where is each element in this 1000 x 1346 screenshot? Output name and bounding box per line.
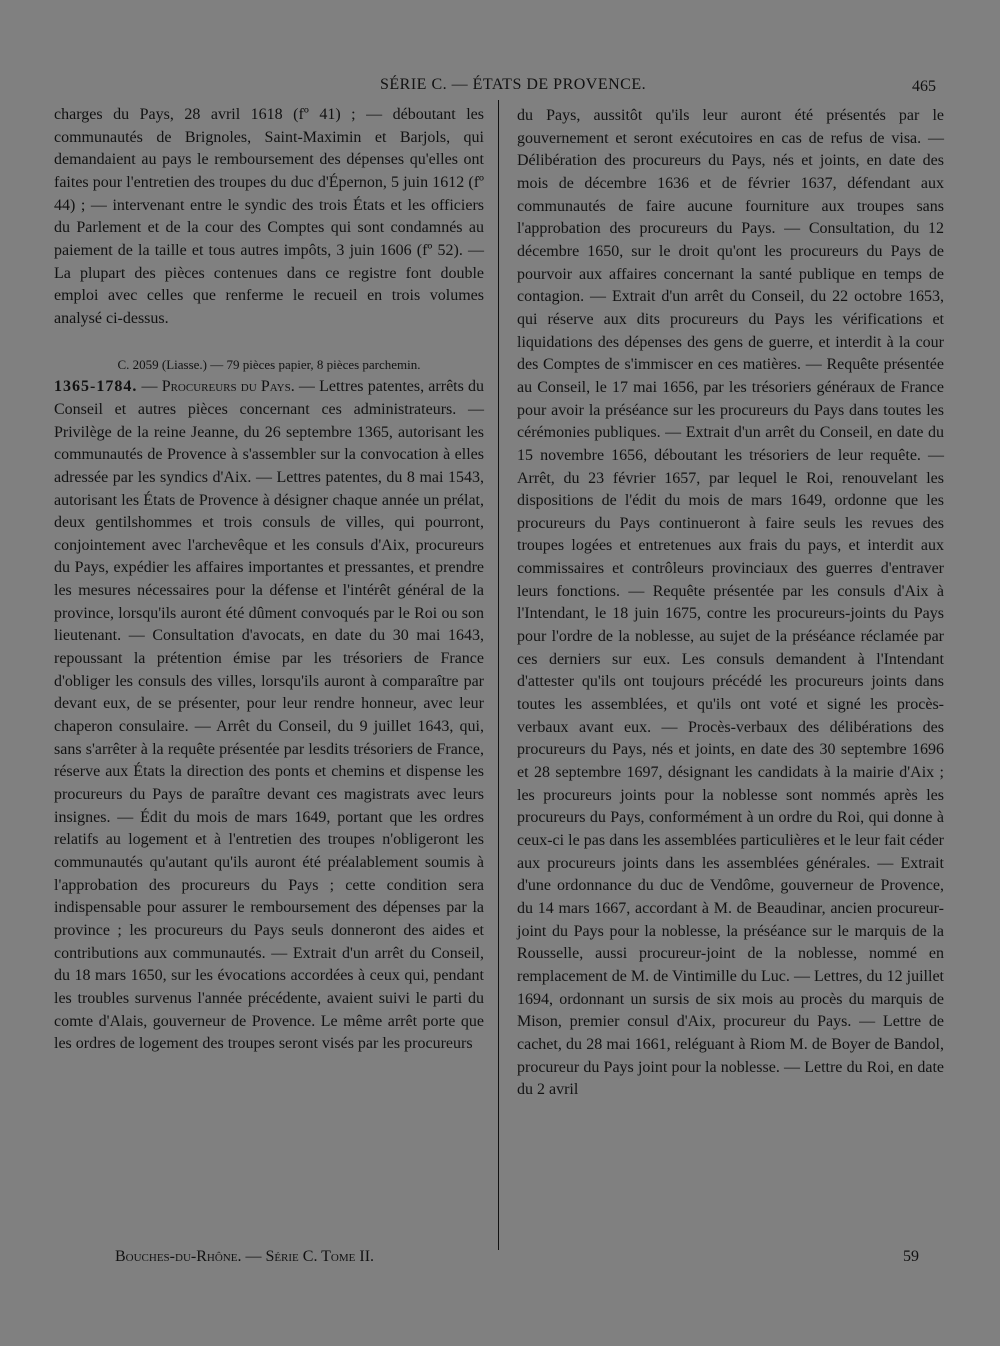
left-column bbox=[54, 104, 484, 1056]
entry-text: Lettres patentes, arrêts du Conseil et autres pièces concernant ces administrateurs. — Privilège de la reine Jeanne, du 26 septembre 1365, autorisant les communautés de Provence à s'assembler sur la convocation à elles adressée par les syndics d'Aix. — Lettres patentes, du 8 mai 1543, autorisant les États de Provence à désigner chaque année un prélat, deux gentilshommes et trois consuls de villes, qui pourront, conjointement avec l'archevêque et les consuls d'Aix, procureurs du Pays, expédier les affaires importantes et pressantes, et prendre les mesures nécessaires pour la défense et l'intérêt général de la province, lorsqu'ils auront été dûment convoqués par le Roi ou son lieutenant. — Consultation d'avocats, en date du 30 mai 1643, repoussant la prétention émise par les trésoriers de France d'obliger les consuls des villes, lorsqu'ils auront à comparaître par devant eux, de se présenter, pour leur rendre honneur, avec leur chaperon consulaire. — Arrêt du Conseil, du 9 juillet 1643, qui, sans s'arrêter à la requête présentée par lesdits trésoriers de France, réserve aux États la direction des ponts et chemins et dispense les procureurs du Pays de paraître devant ces magistrats avec leurs insignes. — Édit du mois de mars 1649, portant que les ordres relatifs au logement et à l'entretien des troupes n'obligeront les communautés qu'autant qu'ils auront été préalablement soumis à l'approbation des procureurs du Pays ; cette condition sera indispensable pour assurer le remboursement des dépenses par la province ; les procureurs du Pays seuls donneront des aides et contributions aux communautés. — Extrait d'un arrêt du Conseil, du 18 mars 1650, sur les évocations accordées à ceux qui, pendant les troubles survenus l'année précédente, avaient suivi le parti du comte d'Alais, gouverneur de Provence. Le même arrêt porte que les ordres de logement des troupes seront visés par les procureurs bbox=[54, 378, 485, 1053]
footer-volume: Bouches-du-Rhône. — Série C. Tome II. bbox=[115, 1248, 375, 1265]
right-column-text: du Pays, aussitôt qu'ils leur auront été présentés par le gouvernement et seront exécutoires en cas de refus de visa. — Délibération des procureurs du Pays, nés et joints, en date des mois de décembre 1636 et de février 1637, défendant aux communautés de faire aucune fourniture aux troupes sans l'approbation des procureurs du Pays. — Consultation, du 12 décembre 1650, sur le droit qu'ont les procureurs du Pays de pourvoir aux affaires concernant la santé publique en temps de contagion. — Extrait d'un arrêt du Conseil, du 22 octobre 1653, qui réserve aux dits procureurs du Pays les vérifications et liquidations des dépenses des gens de guerre, et interdit à la cour des Comptes de s'immiscer en ces matières. — Requête présentée au Conseil, le 17 mai 1656, par les trésoriers généraux de France pour avoir la préséance sur les procureurs du Pays dans toutes les cérémonies publiques. — Extrait d'un arrêt du Conseil, en date du 15 novembre 1656, déboutant les trésoriers de leur requête. — Arrêt, du 23 février 1657, par lequel le Roi, renouvelant les dispositions de l'édit du mois de mars 1649, ordonne que les procureurs du Pays continueront à faire seuls les revues des troupes logées et entretenues aux frais du pays, et interdit aux commissaires et contrôleurs provinciaux des guerres d'entraver leurs fonctions. — Requête présentée par les consuls d'Aix à l'Intendant, le 18 juin 1675, contre les procureurs-joints du Pays pour l'ordre de la noblesse, au sujet de la préséance réclamée par ces derniers sur eux. Les consuls demandent à l'Intendant d'attester qu'ils ont toujours précédé les procureurs joints dans toutes les assemblées, et qu'ils ont voté et signé les procès-verbaux avant eux. — Procès-verbaux des délibérations des procureurs du Pays, nés et joints, en date des 30 septembre 1696 et 28 septembre 1697, désignant les candidats à la mairie d'Aix ; les procureurs joints pour la noblesse sont nommés après les procureurs du Pays, conformément à un ordre du Roi, qui donne à ceux-ci le pas dans les assemblées particulières et le leur fait céder aux procureurs joints dans les assemblées générales. — Extrait d'une ordonnance du duc de Vendôme, gouverneur de Provence, du 14 mars 1667, accordant à M. de Beaudinar, ancien procureur-joint du Pays pour la noblesse, la préséance sur le marquis de la Rousselle, aussi procureur-joint de la noblesse, nommé en remplacement de M. de Vintimille du Luc. — Lettres, du 12 juillet 1694, ordonnant un sursis de six mois au procès du marquis de Mison, premier consul d'Aix, procureur du Pays. — Lettre de cachet, du 28 mai 1661, reléguant à Riom M. de Boyer de Bandol, procureur du Pays joint pour la noblesse. — Lettre du Roi, en date du 2 avril bbox=[517, 107, 944, 1099]
date-range: 1365-1784. bbox=[54, 378, 138, 396]
entry-paragraph bbox=[54, 376, 484, 1056]
liasse-reference: C. 2059 (Liasse.) — 79 pièces papier, 8 pièces parchemin. bbox=[117, 356, 421, 372]
right-column bbox=[517, 105, 944, 1102]
continuation-paragraph: charges du Pays, 28 avril 1618 (fº 41) ; — déboutant les communautés de Brignoles, Saint-Maximin et Barjols, qui demandaient au pays le remboursement des dépenses qu'elles ont faites pour l'entretien des troupes du duc d'Épernon, 5 juin 1612 (fº 44) ; — intervenant entre le syndic des trois États et les officiers du Parlement et de la cour des Comptes qui sont condamnés au paiement de la taille et tous autres impôts, 3 juin 1606 (fº 52). — La plupart des pièces contenues dans ce registre font double emploi avec celles que renferme le recueil en trois volumes analysé ci-dessus. bbox=[54, 106, 484, 327]
page-number: 465 bbox=[912, 78, 936, 95]
spacer bbox=[54, 331, 484, 354]
entry-heading: — Procureurs du Pays. — bbox=[141, 378, 315, 396]
page-footer bbox=[0, 1248, 1000, 1270]
footer-signature-number: 59 bbox=[903, 1248, 919, 1265]
column-divider bbox=[498, 100, 499, 1250]
page-header bbox=[0, 76, 1000, 100]
running-title: SÉRIE C. — ÉTATS DE PROVENCE. bbox=[380, 76, 647, 93]
